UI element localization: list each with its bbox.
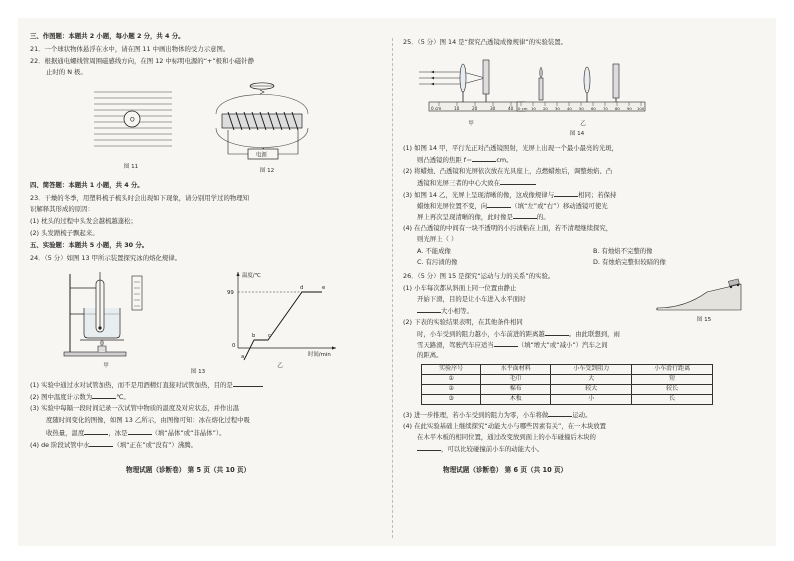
answer-blank[interactable] <box>84 428 108 435</box>
graph-x-label: 时间/min <box>308 352 331 358</box>
ruler-b-30: 30 <box>555 106 560 111</box>
question-24-item-2: (2) 图中温度计示数为 ℃。 <box>30 393 130 401</box>
table-cell: 短 <box>632 375 713 385</box>
question-21: 21．一个球状物体悬浮在水中，请在图 11 中画出物体的受力示意图。 <box>30 45 230 53</box>
question-26-item-4-line-2: 在木平木板的相同位置，通过改变放到面上的小车碰撞后木块的 <box>417 433 596 441</box>
table-cell: 棉布 <box>481 385 551 395</box>
question-23-line-1: 23．干燥的冬季，用塑料梳子梳头时会出现如下现象，请分别用学过的物理知 <box>30 194 250 202</box>
table-cell: 小 <box>551 395 632 405</box>
table-cell: ① <box>422 375 481 385</box>
figure-13-yi: 乙 <box>277 363 283 369</box>
figure-14-yi-label: 乙 <box>580 121 586 127</box>
graph-point-d: d <box>300 285 304 291</box>
experiment-table <box>421 364 713 405</box>
page-divider <box>392 38 393 538</box>
question-25-item-2-line-2: 透镜和光屏三者的中心大致在 <box>417 178 536 188</box>
question-25-item-3-line-2: 蜡烛和光屏位置不变，向 （填“左”或“右”）移动透镜可使光 <box>417 202 608 210</box>
figure-13-jia: 甲 <box>103 363 109 369</box>
question-26-item-2-line-3: 雪天路滑，驾驶汽车应适当 （填“增大”或“减小”）汽车之间 <box>417 341 608 349</box>
table-cell: ② <box>422 385 481 395</box>
page-6 <box>403 18 767 546</box>
ruler-a-20: 20 <box>472 106 478 111</box>
table-row <box>422 375 713 385</box>
option-d[interactable]: D. 有烛焰完整但较暗的像 <box>593 258 666 266</box>
power-supply-label: 电源 <box>256 152 267 159</box>
question-26: 26．（5 分）图 15 是探究“运动与力的关系”的实验。 <box>403 272 555 280</box>
question-25-item-4-line-1: (4) 在凸透镜的中间有一块不透明的小污渍粘在上面，若不清理继续探究， <box>403 224 613 232</box>
answer-blank[interactable] <box>545 329 569 336</box>
question-25-item-4-line-2: 则光屏上（ ） <box>417 235 458 243</box>
question-26-item-3: (3) 进一步推理，若小车受到的阻力为零，小车将做 运动。 <box>403 411 592 419</box>
table-header-row <box>422 365 713 375</box>
figure-12-caption: 图 12 <box>259 168 275 174</box>
table-cell: 毛巾 <box>481 375 551 385</box>
question-25-item-3-line-1: (3) 如图 14 乙，光屏上呈现清晰的像，这成像规律与 相同；若保持 <box>403 191 617 199</box>
question-24-item-3-line-1: (3) 实验中每隔一段时间记录一次试管中物质的温度及对应状态，并作出温 <box>30 404 240 412</box>
table-cell: 木板 <box>481 395 551 405</box>
ruler-b-90: 90 <box>627 106 632 111</box>
graph-point-c: c <box>268 333 271 339</box>
answer-blank[interactable] <box>89 440 113 447</box>
answer-blank[interactable] <box>513 212 537 219</box>
option-a[interactable]: A. 不能成像 <box>417 247 451 255</box>
option-b[interactable]: B. 有烛焰不完整的像 <box>593 247 653 255</box>
answer-blank[interactable] <box>500 178 536 185</box>
ruler-b-20: 20 <box>543 106 548 111</box>
question-22-line-2: 止时的 N 极。 <box>46 68 87 76</box>
ruler-b-50: 50 <box>579 106 584 111</box>
figure-15-caption: 图 15 <box>696 317 712 323</box>
table-cell: 较长 <box>632 385 713 395</box>
ruler-a-10: 10 <box>454 106 460 111</box>
figure-14-jia <box>419 52 529 118</box>
question-26-item-1-line-1: (1) 小车每次都从斜面上同一位置由静止 <box>403 284 517 292</box>
ruler-a-0: 0 cm <box>431 106 442 111</box>
figure-14-caption: 图 14 <box>569 131 585 137</box>
section-5-heading: 五、实验题：本题共 5 小题，共 30 分。 <box>30 241 149 249</box>
graph-point-b: b <box>252 333 256 339</box>
exam-sheet <box>18 18 776 546</box>
fig11-center-label: O <box>130 116 135 124</box>
question-25-item-2-line-1: (2) 将蜡烛、凸透镜和光屏依次放在光具座上，点燃蜡烛后，调整烛焰、凸 <box>403 167 613 175</box>
page-6-footer: 物理试题（诊断卷） 第 6 页（共 10 页） <box>443 466 568 474</box>
table-header: 小车受到阻力 <box>551 365 632 375</box>
answer-blank[interactable] <box>487 201 511 208</box>
graph-y-99: 99 <box>227 290 234 296</box>
question-25-item-1-line-1: (1) 如图 14 甲，平行光正对凸透镜照射，光屏上出现一个最小最亮的光斑， <box>403 144 618 152</box>
question-26-item-2-line-2: 时，小车受到的阻力越小，小车前进的距离越 。由此联想到，雨 <box>417 330 620 338</box>
section-4-heading: 四、简答题：本题共 1 小题，共 4 分。 <box>30 181 144 189</box>
figure-11 <box>92 88 174 160</box>
answer-blank[interactable] <box>554 190 578 197</box>
graph-y-0: 0 <box>232 343 236 349</box>
figure-13-apparatus <box>58 268 152 360</box>
answer-blank[interactable] <box>472 155 496 162</box>
ruler-b-80: 80 <box>615 106 620 111</box>
ruler-b-0: 0 cm <box>518 106 528 111</box>
table-header: 水平面材料 <box>481 365 551 375</box>
answer-blank[interactable] <box>92 392 116 399</box>
table-cell: ③ <box>422 395 481 405</box>
graph-point-e: e <box>322 285 326 291</box>
question-25: 25．（5 分）图 14 是“探究凸透镜成像规律”的实验装置。 <box>403 38 568 46</box>
table-cell: 大 <box>551 375 632 385</box>
question-24: 24．（5 分）如图 13 甲所示装置探究冰的熔化规律。 <box>30 254 182 262</box>
figure-13-caption: 图 13 <box>190 369 206 375</box>
figure-14-yi <box>515 52 647 118</box>
page-5 <box>28 18 380 546</box>
question-23-item-1: (1) 枕头的过程中头发会越梳越蓬松； <box>30 217 137 225</box>
table-row <box>422 385 713 395</box>
question-24-item-1: (1) 实验中通过水对试管加热，而不是用酒精灯直接对试管加热，目的是 <box>30 380 263 390</box>
question-26-item-4-line-3: ，可以比较碰撞前小车的动能大小。 <box>417 444 543 454</box>
ruler-b-60: 60 <box>591 106 596 111</box>
table-header: 小车滑行距离 <box>632 365 713 375</box>
table-row <box>422 395 713 405</box>
answer-blank[interactable] <box>494 340 518 347</box>
question-25-item-1-line-2: 则凸透镜的焦距 f＝ cm。 <box>417 156 513 164</box>
ruler-a-40: 40 <box>508 106 514 111</box>
question-26-item-2-line-1: (2) 下表的实验结果表明，在其他条件相同 <box>403 318 523 326</box>
answer-blank[interactable] <box>233 380 263 387</box>
figure-12 <box>206 76 330 164</box>
ruler-b-40: 40 <box>567 106 572 111</box>
ruler-b-70: 70 <box>603 106 608 111</box>
ruler-a-30: 30 <box>490 106 496 111</box>
question-26-item-4-line-1: (4) 在此实验基础上继续探究“动能大小与哪些因素有关”，在一木块放置 <box>403 422 607 430</box>
ruler-b-10: 10 <box>531 106 536 111</box>
table-cell: 较大 <box>551 385 632 395</box>
answer-blank[interactable] <box>548 410 572 417</box>
page-5-footer: 物理试题（诊断卷） 第 5 页（共 10 页） <box>126 466 251 474</box>
question-26-item-1-line-3: 大小相等。 <box>417 306 473 316</box>
ruler-b-100: 100 <box>637 106 645 111</box>
figure-14-jia-label: 甲 <box>468 121 474 127</box>
question-23-item-2: (2) 头发蹭梳子飘起来。 <box>30 229 99 237</box>
question-22-line-1: 22．根据通电螺线管周围磁感线方向，在图 12 中标明电源的“+”极和小磁针静 <box>30 57 255 65</box>
figure-15 <box>655 280 751 316</box>
question-26-item-1-line-2: 开始下滑，目的是让小车进入水平面时 <box>417 295 526 303</box>
section-3-heading: 三、作图题：本题共 2 小题，每小题 2 分，共 4 分。 <box>30 32 185 40</box>
table-cell: 长 <box>632 395 713 405</box>
table-header: 实验序号 <box>422 365 481 375</box>
figure-11-caption: 图 11 <box>123 164 139 170</box>
graph-y-label: 温度/℃ <box>242 273 261 279</box>
answer-blank[interactable] <box>128 428 152 435</box>
question-23-line-2: 识解释其形成的原因： <box>30 205 94 213</box>
question-26-item-2-line-4: 的距离。 <box>417 351 443 359</box>
question-24-item-3-line-2: 度随时间变化的图像，如图 13 乙所示，由图像可知：冰在熔化过程中吸 <box>46 416 250 424</box>
graph-point-a: a <box>241 354 245 360</box>
answer-blank[interactable] <box>417 444 441 451</box>
question-24-item-4: (4) de 阶段试管中水 （填“正在”或“没有”）沸腾。 <box>30 441 197 449</box>
question-24-item-3-line-3: 收热量，温度 ，冰是 （填“晶体”或“非晶体”）。 <box>46 429 226 437</box>
figure-13-graph <box>224 268 340 360</box>
option-c[interactable]: C. 有污渍的像 <box>417 258 458 266</box>
answer-blank[interactable] <box>417 306 441 313</box>
question-25-item-3-line-3: 屏上再次呈现清晰的像，此时像是 的。 <box>417 213 550 221</box>
